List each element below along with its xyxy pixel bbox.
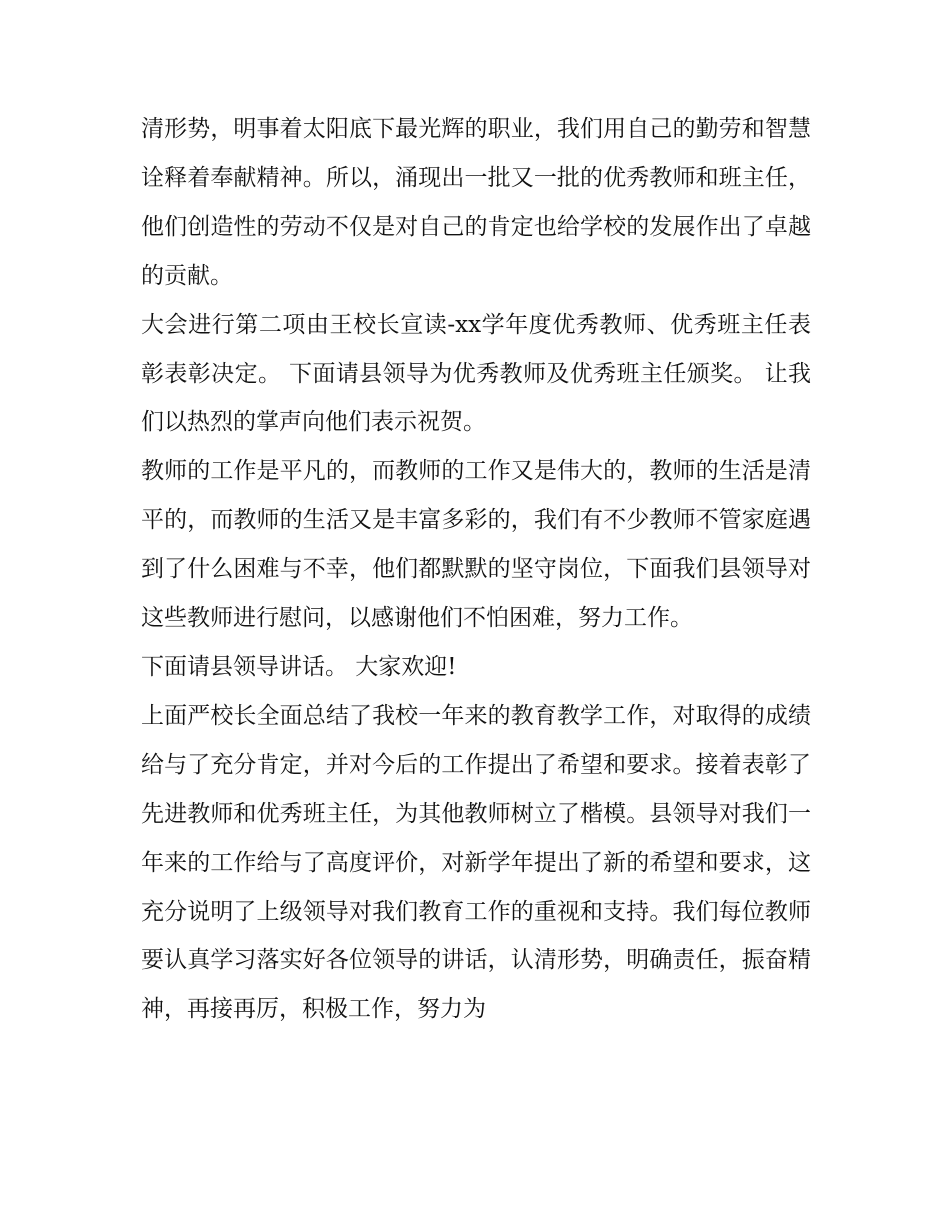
document-body [141, 105, 811, 1034]
paragraph-5: 上面严校长全面总结了我校一年来的教育教学工作，对取得的成绩给与了充分肯定，并对今后的工作提出了希望和要求。接着表彰了先进教师和优秀班主任，为其他教师树立了楷模。县领导对我们一年来的工作给与了高度评价，对新学年提出了新的希望和要求，这充分说明了上级领导对我们教育工作的重视和支持。我们每位教师要认真学习落实好各位领导的讲话，认清形势，明确责任，振奋精神，再接再厉，积极工作，努力为 [141, 702, 811, 1023]
paragraph-1: 清形势，明事着太阳底下最光辉的职业，我们用自己的勤劳和智慧诠释着奉献精神。所以，涌现出一批又一批的优秀教师和班主任，他们创造性的劳动不仅是对自己的肯定也给学校的发展作出了卓越的贡献。 [141, 116, 811, 289]
paragraph-4: 下面请县领导讲话。 大家欢迎! [141, 653, 457, 680]
paragraph-2: 大会进行第二项由王校长宣读-xx学年度优秀教师、优秀班主任表彰表彰决定。 下面请县领导为优秀教师及优秀班主任颁奖。 让我们以热烈的掌声向他们表示祝贺。 [141, 311, 811, 436]
paragraph-3: 教师的工作是平凡的，而教师的工作又是伟大的，教师的生活是清平的，而教师的生活又是丰富多彩的，我们有不少教师不管家庭遇到了什么困难与不幸，他们都默默的坚守岗位，下面我们县领导对这些教师进行慰问，以感谢他们不怕困难，努力工作。 [141, 458, 811, 632]
